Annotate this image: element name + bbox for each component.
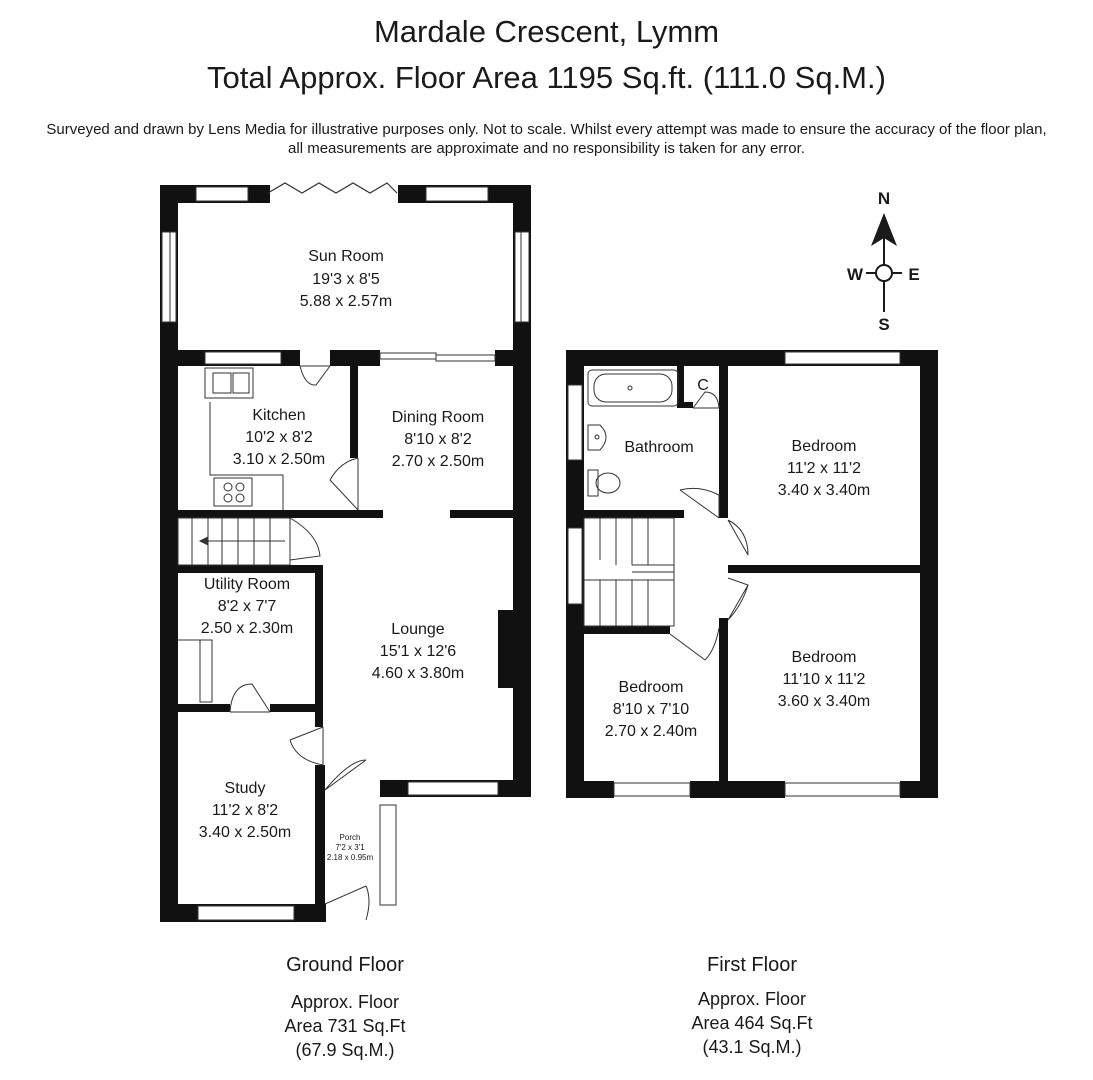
first-floor-stairs — [584, 518, 674, 626]
compass-rose — [847, 189, 920, 334]
cupboard-name: C — [697, 377, 709, 394]
lounge-name: Lounge — [391, 621, 445, 638]
utility-room-metric: 2.50 x 2.30m — [200, 620, 294, 637]
study-imperial: 11'2 x 8'2 — [211, 802, 279, 819]
sun-room-imperial: 19'3 x 8'5 — [312, 271, 380, 288]
bedroom-2-metric: 3.60 x 3.40m — [777, 693, 871, 710]
kitchen-imperial: 10'2 x 8'2 — [245, 429, 313, 446]
compass-east: E — [908, 265, 920, 284]
utility-room-imperial: 8'2 x 7'7 — [217, 598, 277, 615]
disclaimer-line-2: all measurements are approximate and no responsibility is taken for any error. — [288, 140, 805, 157]
bedroom-3-imperial: 8'10 x 7'10 — [612, 701, 690, 718]
ground-floor-area-line-2: Area 731 Sq.Ft — [284, 1016, 406, 1036]
bedroom-3-metric: 2.70 x 2.40m — [604, 723, 698, 740]
bedroom-1-metric: 3.40 x 3.40m — [777, 482, 871, 499]
ground-floor-area-line-1: Approx. Floor — [290, 992, 400, 1012]
disclaimer-line-1: Surveyed and drawn by Lens Media for illustrative purposes only. Not to scale. Whilst every attempt was made to ensure the accuracy of the floor plan, — [46, 121, 1047, 138]
kitchen-metric: 3.10 x 2.50m — [232, 451, 326, 468]
sun-room-name: Sun Room — [308, 248, 384, 265]
porch-metric: 2.18 x 0.95m — [326, 853, 374, 862]
porch-name: Porch — [339, 833, 361, 842]
bathroom-fittings — [588, 370, 678, 496]
bifold-door — [268, 183, 397, 193]
utility-room-name: Utility Room — [203, 576, 291, 593]
compass-north: N — [877, 189, 891, 208]
dining-room-name: Dining Room — [391, 409, 485, 426]
first-floor-area-line-3: (43.1 Sq.M.) — [702, 1037, 802, 1057]
first-floor-label: First Floor — [707, 954, 797, 976]
first-floor-area-line-1: Approx. Floor — [697, 989, 807, 1009]
bedroom-2-name: Bedroom — [791, 649, 857, 666]
study-name: Study — [224, 780, 266, 797]
dining-room-imperial: 8'10 x 8'2 — [404, 431, 472, 448]
bedroom-1-name: Bedroom — [791, 438, 857, 455]
ground-floor-area-line-3: (67.9 Sq.M.) — [295, 1040, 395, 1060]
compass-west: W — [846, 265, 864, 284]
total-area-subtitle: Total Approx. Floor Area 1195 Sq.ft. (111.0 Sq.M.) — [207, 60, 886, 95]
ground-floor-area — [195, 990, 495, 1062]
ground-floor-stairs — [178, 518, 290, 565]
first-floor-area — [602, 987, 902, 1059]
lounge-metric: 4.60 x 3.80m — [371, 665, 465, 682]
plan-title: Mardale Crescent, Lymm — [373, 14, 720, 49]
lounge-imperial: 15'1 x 12'6 — [379, 643, 457, 660]
bathroom-name: Bathroom — [624, 439, 694, 456]
dining-room-metric: 2.70 x 2.50m — [391, 453, 485, 470]
kitchen-name: Kitchen — [252, 407, 306, 424]
first-floor-plan — [566, 350, 938, 798]
sliding-door — [380, 353, 495, 361]
ground-floor-label: Ground Floor — [286, 954, 404, 976]
compass-center — [876, 265, 892, 281]
bedroom-3-name: Bedroom — [618, 679, 684, 696]
ground-floor-plan — [160, 183, 531, 922]
porch-imperial: 7'2 x 3'1 — [335, 843, 365, 852]
bedroom-1-imperial: 11'2 x 11'2 — [786, 460, 862, 477]
first-floor-area-line-2: Area 464 Sq.Ft — [691, 1013, 813, 1033]
study-metric: 3.40 x 2.50m — [198, 824, 292, 841]
compass-south: S — [878, 315, 890, 334]
first-floor-doors — [670, 392, 748, 660]
sun-room-metric: 5.88 x 2.57m — [299, 293, 393, 310]
bedroom-2-imperial: 11'10 x 11'2 — [782, 671, 866, 688]
